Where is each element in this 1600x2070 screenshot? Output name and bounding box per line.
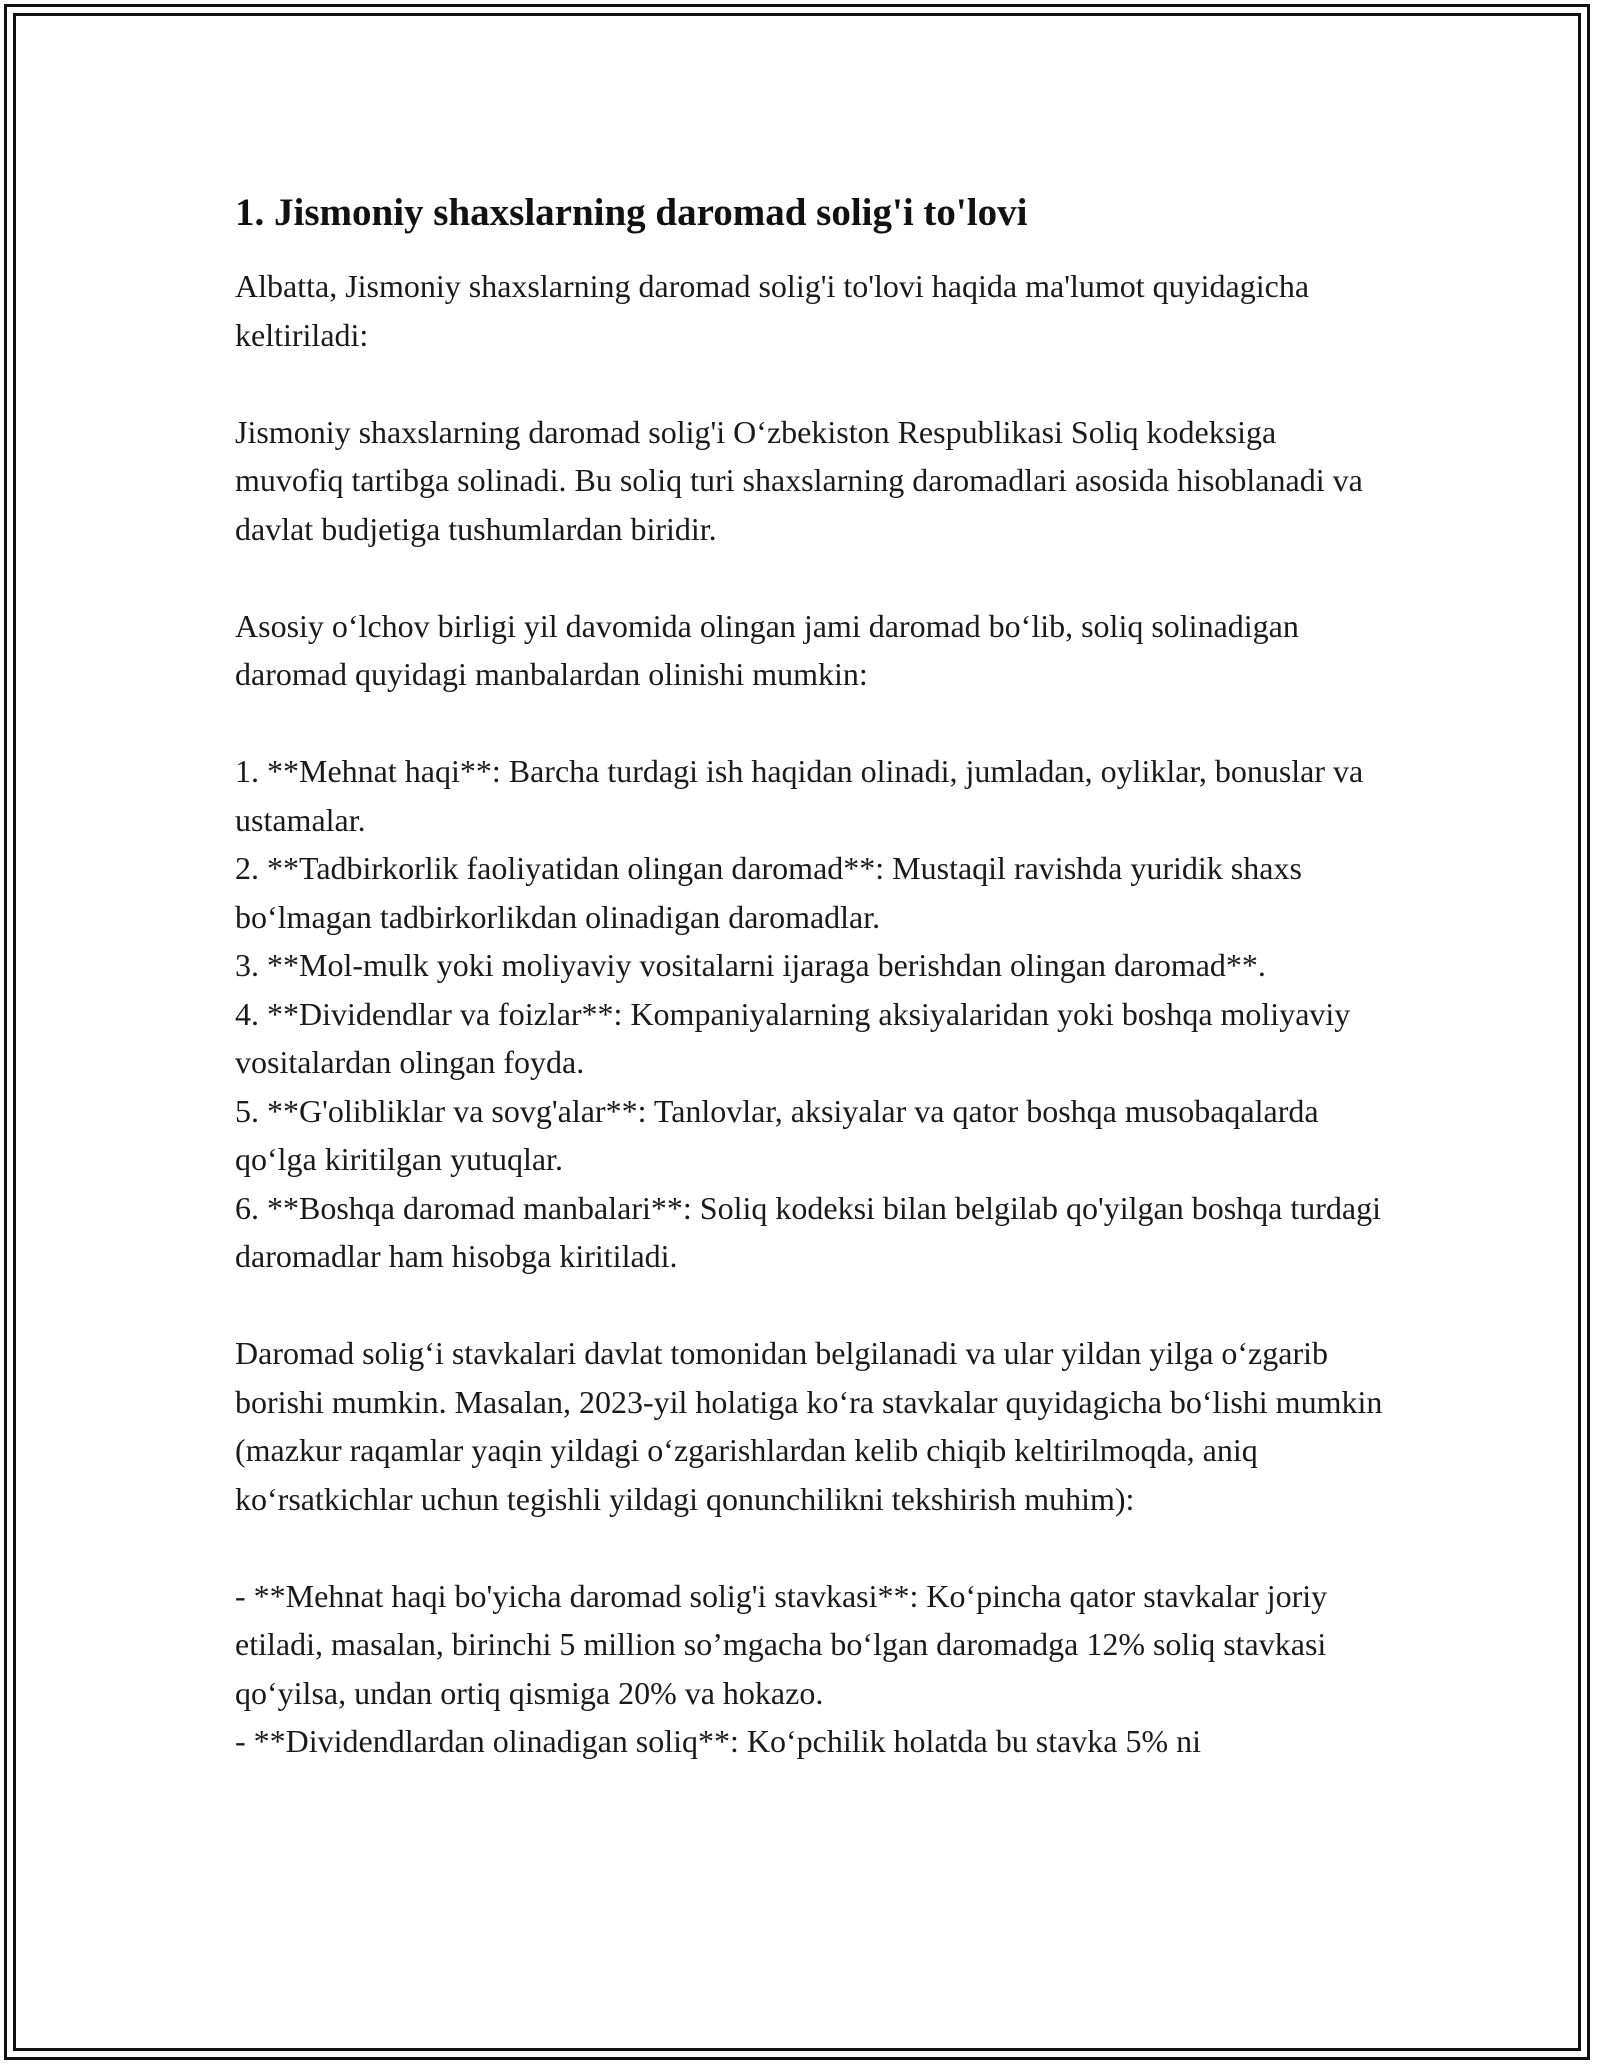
income-sources-list — [235, 747, 1385, 1281]
list-item: - **Dividendlardan olinadigan soliq**: Ko‘pchilik holatda bu stavka 5% ni — [235, 1723, 1202, 1759]
intro-paragraph: Albatta, Jismoniy shaxslarning daromad solig'i to'lovi haqida ma'lumot quyidagicha keltiriladi: — [235, 268, 1310, 353]
tax-rates-list — [235, 1572, 1385, 1766]
list-item: 4. **Dividendlar va foizlar**: Kompaniyalarning aksiyalaridan yoki boshqa moliyaviy vositalardan olingan foyda. — [235, 995, 1351, 1080]
paragraph-income-sources: Asosiy o‘lchov birligi yil davomida olingan jami daromad bo‘lib, soliq solinadigan daromad quyidagi manbalardan olinishi mumkin: — [235, 607, 1299, 692]
list-item: 5. **G'olibliklar va sovg'alar**: Tanlovlar, aksiyalar va qator boshqa musobaqalarda qo‘lga kiritilgan yutuqlar. — [235, 1092, 1319, 1177]
list-item: 2. **Tadbirkorlik faoliyatidan olingan daromad**: Mustaqil ravishda yuridik shaxs bo‘lmagan tadbirkorlikdan olinadigan daromadlar. — [235, 850, 1302, 935]
paragraph-tax-rates: Daromad solig‘i stavkalari davlat tomonidan belgilanadi va ular yildan yilga o‘zgarib borishi mumkin. Masalan, 2023-yil holatiga ko‘ra stavkalar quyidagicha bo‘lishi mumkin (mazkur raqamlar yaqin yildagi o‘zgarishlardan kelib chiqib keltirilmoqda, aniq ko‘rsatkichlar uchun tegishli yildagi qonunchilikni tekshirish muhim): — [235, 1335, 1383, 1517]
paragraph-tax-overview: Jismoniy shaxslarning daromad solig'i O‘zbekiston Respublikasi Soliq kodeksiga muvofiq tartibga solinadi. Bu soliq turi shaxslarning daromadlari asosida hisoblanadi va davlat budjetiga tushumlardan biridir. — [235, 413, 1363, 547]
list-item: 3. **Mol-mulk yoki moliyaviy vositalarni ijaraga berishdan olingan daromad**. — [235, 947, 1266, 983]
list-item: 1. **Mehnat haqi**: Barcha turdagi ish haqidan olinadi, jumladan, oyliklar, bonuslar va ustamalar. — [235, 753, 1364, 838]
list-item: 6. **Boshqa daromad manbalari**: Soliq kodeksi bilan belgilab qo'yilgan boshqa turdagi daromadlar ham hisobga kiritiladi. — [235, 1189, 1382, 1274]
document-body — [235, 186, 1385, 1766]
list-item: - **Mehnat haqi bo'yicha daromad solig'i stavkasi**: Ko‘pincha qator stavkalar joriy etiladi, masalan, birinchi 5 million so’mgacha bo‘lgan daromadga 12% soliq stavkasi qo‘yilsa, undan ortiq qismiga 20% va hokazo. — [235, 1577, 1328, 1711]
document-title: 1. Jismoniy shaxslarning daromad solig'i to'lovi — [235, 191, 1028, 234]
